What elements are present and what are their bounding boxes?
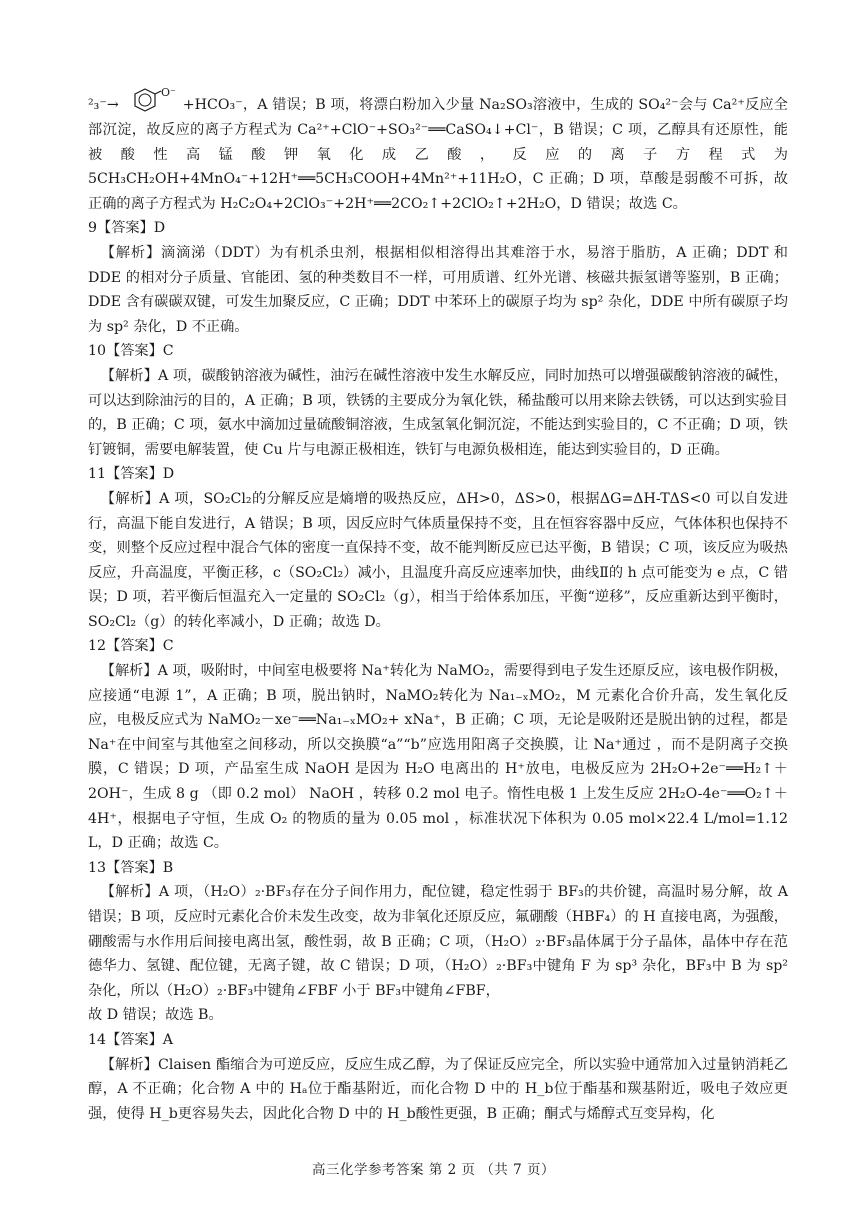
paragraph-text: 【解析】A 项，碳酸钠溶液为碱性，油污在碱性溶液中发生水解反应，同时加热可以增强碳酸钠溶液的碱性，可以达到除油污的目的，A 正确；B 项，铁锈的主要成分为氧化铁，稀盐酸可以用来除去铁锈，可以达到实验目的，B 正确；C 项，氨水中滴加过量硫酸铜溶液，生成氢氧化铜沉淀，不能达到实验目的，C 不正确；D 项，铁钉镀铜，需要电解装置，使 Cu 片与电源正极相连，铁钉与电源负极相连，能达到实验目的，D 正确。 bbox=[88, 367, 788, 458]
paragraph-text: 【解析】Claisen 酯缩合为可逆反应，反应生成乙醇，为了保证反应完全，所以实验中通常加入过量钠消耗乙醇，A 不正确；化合物 A 中的 Hₐ位于酯基附近，而化合物 D 中的 H_b位于酯基和羰基附近，吸电子效应更强，使得 H_b更容易失去，因此化合物 D 中的 H_b酸性更强，B 正确；酮式与烯醇式互变异构，化 bbox=[88, 1056, 788, 1122]
paragraph-text: 13【答案】B bbox=[88, 859, 174, 876]
paragraph-text: 【解析】A 项，吸附时，中间室电极要将 Na⁺转化为 NaMO₂，需要得到电子发生还原反应，该电极作阴极，应接通“电源 1”，A 正确；B 项，脱出钠时，NaMO₂转化为 Na₁₋ₓMO₂，M 元素化合价升高，发生氧化反应，电极反应式为 NaMO₂－xe⁻══Na₁₋ₓMO₂+ xNa⁺，B 正确；C 项，无论是吸附还是脱出钠的过程，都是 Na⁺在中间室与其他室之间移动，所以交换膜“a”“b”应选用阳离子交换膜，让 Na⁺通过 ，而不是阴离子交换膜，C 错误；D 项，产品室生成 NaOH 是因为 H₂O 电离出的 H⁺放电，电极反应为 2H₂O+2e⁻══H₂↑＋2OH⁻，生成 8 g （即 0.2 mol） NaOH ，转移 0.2 mol 电子。惰性电极 1 上发生反应 2H₂O-4e⁻══O₂↑＋4H⁺，根据电子守恒，生成 O₂ 的物质的量为 0.05 mol ，标准状况下体积为 0.05 mol×22.4 L/mol=1.12 L，D 正确；故选 C。 bbox=[88, 663, 788, 852]
continued-formula-prefix: ²₃⁻→ bbox=[88, 97, 119, 113]
paragraph-text: +HCO₃⁻，A 错误；B 项，将漂白粉加入少量 Na₂SO₃溶液中，生成的 SO₄²⁻会与 Ca²⁺反应全部沉淀，故反应的离子方程式为 Ca²⁺+ClO⁻+SO₃²⁻══CaSO₄↓+Cl⁻，B 错误；C 项，乙醇具有还原性，能被酸性高锰酸钾氧化成乙酸，反应的离子方程式为 5CH₃CH₂OH+4MnO₄⁻+12H⁺══5CH₃COOH+4Mn²⁺+11H₂O，C 正确；D 项，草酸是弱酸不可拆，故正确的离子方程式为 H₂C₂O₄+2ClO₃⁻+2H⁺══2CO₂↑+2ClO₂↑+2H₂O，D 错误；故选 C。 bbox=[88, 97, 788, 212]
paragraph-text: 【解析】A 项，SO₂Cl₂的分解反应是熵增的吸热反应，ΔH>0，ΔS>0，根据ΔG=ΔH-TΔS<0 可以自发进行，高温下能自发进行，A 错误；B 项，因反应时气体质量保持不变，且在恒容容器中反应，气体体积也保持不变，则整个反应过程中混合气体的密度一直保持不变，故不能判断反应已达平衡，B 错误；C 项，该反应为吸热反应，升高温度，平衡正移，c（SO₂Cl₂）减小，且温度升高反应速率加快，曲线Ⅱ的 h 点可能变为 e 点，C 错误；D 项，若平衡后恒温充入一定量的 SO₂Cl₂（g），相当于给体系加压，平衡“逆移”，反应重新达到平衡时，SO₂Cl₂（g）的转化率减小，D 正确；故选 D。 bbox=[88, 490, 788, 630]
explanation-paragraph bbox=[88, 1053, 788, 1127]
explanation-paragraph bbox=[88, 364, 788, 462]
paragraph-text: 12【答案】C bbox=[88, 638, 174, 655]
phenoxide-label: O⁻ bbox=[160, 86, 176, 99]
paragraph-text: 11【答案】D bbox=[88, 466, 175, 483]
paragraph-text: 9【答案】D bbox=[88, 220, 166, 237]
answer-heading bbox=[88, 462, 788, 487]
answer-heading bbox=[88, 216, 788, 241]
answer-page bbox=[88, 86, 788, 1126]
body-paragraph bbox=[88, 1003, 788, 1028]
explanation-paragraph bbox=[88, 487, 788, 635]
answer-heading bbox=[88, 1028, 788, 1053]
answer-heading bbox=[88, 856, 788, 881]
answer-heading bbox=[88, 634, 788, 659]
page-footer: 高三化学参考答案 第 2 页 （共 7 页） bbox=[312, 1162, 555, 1178]
paragraph-text: 10【答案】C bbox=[88, 343, 174, 360]
paragraph-text: 【解析】A 项，（H₂O）₂·BF₃存在分子间作用力，配位键，稳定性弱于 BF₃的共价键，高温时易分解，故 A 错误；B 项，反应时元素化合价未发生改变，故为非氧化还原反应，氟硼酸（HBF₄）的 H 直接电离，为强酸，硼酸需与水作用后间接电离出氢，酸性弱，故 B 正确；C 项，（H₂O）₂·BF₃晶体属于分子晶体，晶体中存在范德华力、氢键、配位键，无离子键，故 C 错误；D 项，（H₂O）₂·BF₃中键角 F 为 sp³ 杂化，BF₃中 B 为 sp² 杂化，所以（H₂O）₂·BF₃中键角∠FBF 小于 BF₃中键角∠FBF， bbox=[88, 884, 788, 999]
answer-heading bbox=[88, 339, 788, 364]
phenoxide-structure-icon bbox=[121, 86, 181, 118]
paragraph-text: 14【答案】A bbox=[88, 1031, 174, 1048]
explanation-paragraph bbox=[88, 880, 788, 1003]
paragraph-text: 【解析】滴滴涕（DDT）为有机杀虫剂，根据相似相溶得出其难溶于水，易溶于脂肪，A 正确；DDT 和 DDE 的相对分子质量、官能团、氢的种类数目不一样，可用质谱、红外光谱、核磁共振氢谱等鉴别，B 正确；DDE 含有碳碳双键，可发生加聚反应，C 正确；DDT 中苯环上的碳原子均为 sp² 杂化，DDE 中所有碳原子均为 sp² 杂化，D 不正确。 bbox=[88, 244, 788, 335]
body-paragraph bbox=[88, 86, 788, 216]
explanation-paragraph bbox=[88, 241, 788, 339]
paragraph-text: 故 D 错误；故选 B。 bbox=[88, 1007, 223, 1024]
explanation-paragraph bbox=[88, 659, 788, 856]
